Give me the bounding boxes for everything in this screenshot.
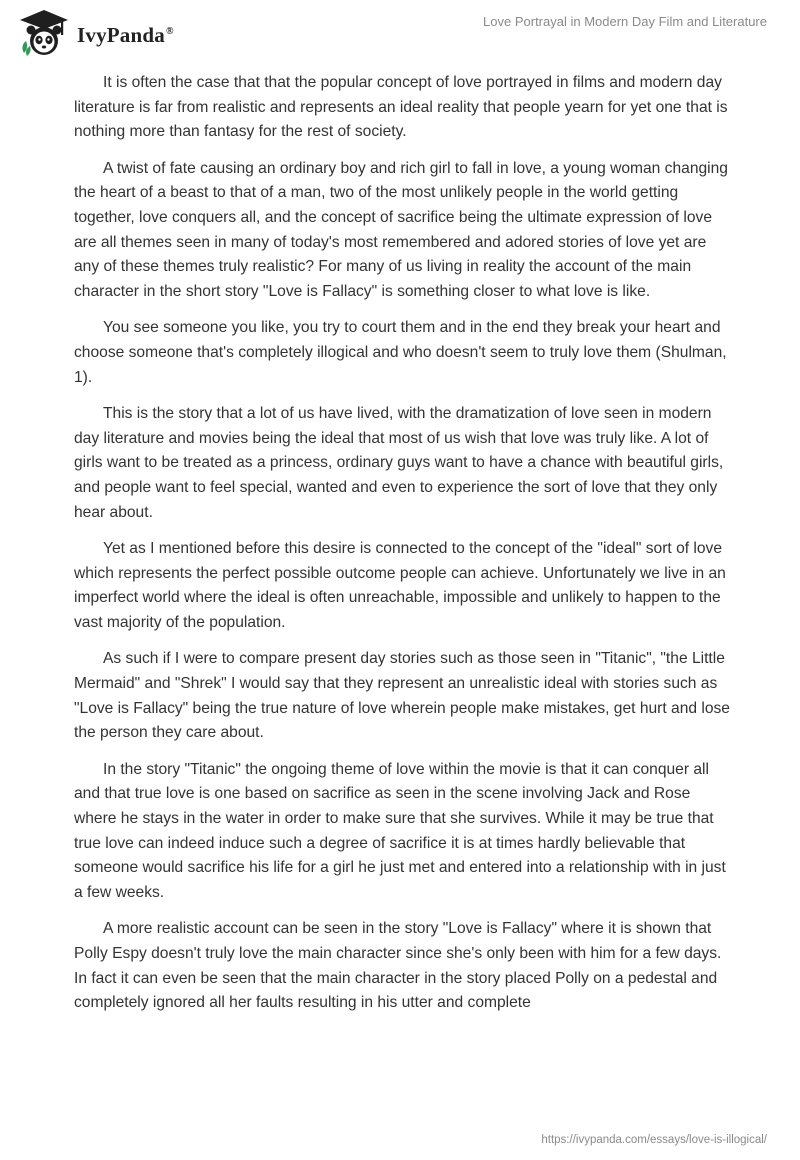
paragraph: It is often the case that that the popular concept of love portrayed in films and modern day literature is far from realistic and represents an ideal reality that people yearn for yet one that is nothing more than fantasy for the rest of society. [74,74,728,141]
paragraph: This is the story that a lot of us have lived, with the dramatization of love seen in modern day literature and movies being the ideal that most of us wish that love was truly like. A lot of girls want to be treated as a princess, ordinary guys want to have a chance with beautiful girls, and people want to feel special, wanted and even to experience the sort of love that they only hear about. [74,405,724,521]
paragraph: A more realistic account can be seen in the story "Love is Fallacy" where it is shown that Polly Espy doesn't truly love the main character since she's only been with him for a few days. In fact it can even be seen that the main character in the story placed Polly on a pedestal and completely ignored all her faults resulting in his utter and complete [74,920,722,1012]
source-url[interactable]: https://ivypanda.com/essays/love-is-illogical/ [541,1134,767,1146]
page-header [0,0,800,70]
paragraph: In the story "Titanic" the ongoing theme of love within the movie is that it can conquer all and that true love is one based on sacrifice as seen in the scene involving Jack and Rose where he stays in the water in order to make sure that she survives. While it may be true that true love can indeed induce such a degree of sacrifice it is at times hardly believable that someone would sacrifice his life for a girl he just met and entered into a relationship with in just a few weeks. [74,760,726,901]
paragraph: A twist of fate causing an ordinary boy and rich girl to fall in love, a young woman changing the heart of a beast to that of a man, two of the most unlikely people in the world getting together, love conquers all, and the concept of sacrifice being the ultimate expression of love are all themes seen in many of today's most remembered and adored stories of love yet are any of these themes truly realistic? For many of us living in reality the account of the main character in the short story "Love is Fallacy" is something closer to what love is like. [74,159,728,300]
paragraph: You see someone you like, you try to court them and in the end they break your heart and choose someone that's completely illogical and who doesn't seem to truly love them (Shulman, 1). [74,319,727,386]
panda-graduate-icon [14,8,74,60]
logo-wordmark [77,23,174,48]
paragraph: Yet as I mentioned before this desire is connected to the concept of the "ideal" sort of love which represents the perfect possible outcome people can achieve. Unfortunately we live in an imperfect world where the ideal is often unreachable, impossible and unlikely to happen to the vast majority of the population. [74,540,726,631]
running-title: Love Portrayal in Modern Day Film and Literature [483,14,767,29]
paragraph: As such if I were to compare present day stories such as those seen in "Titanic", "the Little Mermaid" and "Shrek" I would say that they represent an unrealistic ideal with stories such as "Love is Fallacy" being the true nature of love wherein people make mistakes, get hurt and lose the person they care about. [74,650,730,742]
registered-mark: ® [165,25,174,37]
essay-body [74,71,730,1028]
ivypanda-logo[interactable] [14,8,174,60]
logo-text: IvyPanda [77,22,165,47]
